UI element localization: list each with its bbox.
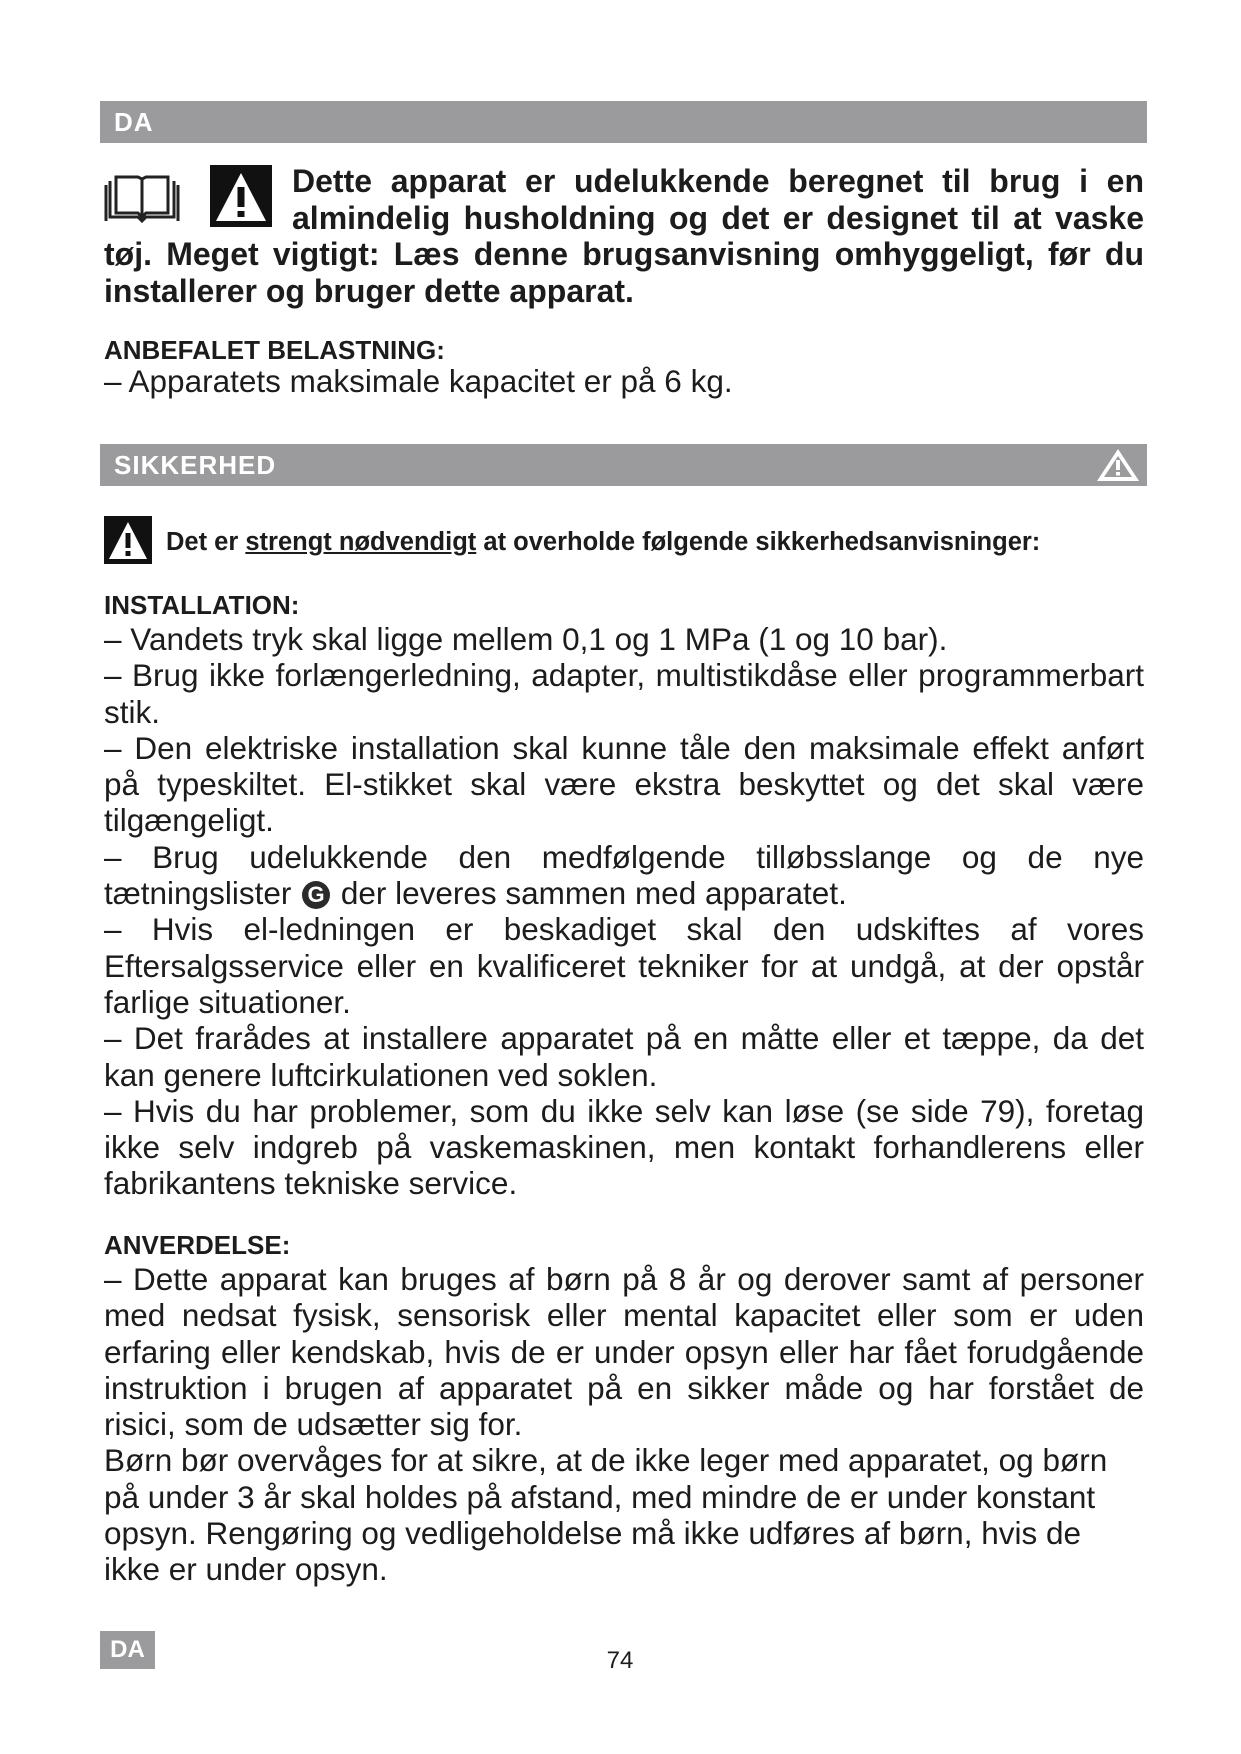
installation-item: – Den elektriske installation skal kunne tåle den maksimale effekt anført på typeskiltet. El-stikket skal være ekstra beskyttet og det skal være tilgængeligt. [104, 729, 1144, 839]
notice-suffix: at overholde følgende sikkerhedsanvisninger: [476, 528, 1041, 556]
load-text: – Apparatets maksimale kapacitet er på 6 kg. [104, 363, 733, 399]
installation-item: – Vandets tryk skal ligge mellem 0,1 og 1 MPa (1 og 10 bar). [104, 621, 948, 657]
installation-heading: INSTALLATION: [104, 590, 300, 620]
language-bar [100, 101, 1147, 143]
warning-icon [104, 516, 152, 564]
installation-item [104, 839, 1144, 912]
footer-language-tag: DA [100, 1631, 155, 1669]
book-icon [104, 173, 180, 225]
installation-item: – Det frarådes at installere apparatet på en måtte eller et tæppe, da det kan genere luftcirkulationen ved soklen. [104, 1020, 1144, 1093]
item-text: – Brug udelukkende den medfølgende tilløbsslange og de nye tætningslister [104, 838, 1144, 912]
installation-item: – Brug ikke forlængerledning, adapter, multistikdåse eller programmerbart stik. [104, 657, 1144, 730]
installation-list [104, 621, 1144, 1202]
part-label-badge: G [302, 881, 330, 909]
notice-emphasis: strengt nødvendigt [245, 528, 477, 556]
language-tag: DA [114, 107, 154, 137]
page-number: 74 [606, 1647, 634, 1674]
usage-section [104, 1261, 1144, 1588]
notice-prefix: Det er [166, 528, 246, 556]
safety-bar [100, 444, 1147, 486]
intro-notice [104, 163, 1144, 309]
safety-title: SIKKERHED [114, 450, 277, 480]
installation-item: – Hvis du har problemer, som du ikke selv kan løse (se side 79), foretag ikke selv indgreb på vaskemaskinen, men kontakt forhandlerens eller fabrikantens tekniske service. [104, 1092, 1144, 1202]
safety-notice [104, 516, 1144, 568]
load-section [104, 363, 1144, 399]
usage-heading: ANVERDELSE: [104, 1230, 291, 1260]
usage-paragraph: Børn bør overvåges for at sikre, at de ikke leger med apparatet, og børn på under 3 år skal holdes på afstand, med mindre de er under konstant opsyn. Rengøring og vedligeholdelse må ikke udføres af børn, hvis de ikke er under opsyn. [104, 1442, 1108, 1588]
item-text: der leveres sammen med apparatet. [332, 875, 847, 912]
warning-icon [1095, 447, 1141, 483]
load-heading: ANBEFALET BELASTNING: [104, 335, 445, 365]
warning-icon [210, 165, 272, 227]
installation-item: – Hvis el-ledningen er beskadiget skal den udskiftes af vores Eftersalgsservice eller en kvalificeret tekniker for at undgå, at der opstår farlige situationer. [104, 911, 1144, 1020]
intro-text: Dette apparat er udelukkende beregnet til brug i en almindelig husholdning og det er designet til at vaske tøj. Meget vigtigt: Læs denne brugsanvisning omhyggeligt, før du installerer og bruger dette apparat. [104, 163, 1144, 309]
usage-paragraph: – Dette apparat kan bruges af børn på 8 år og derover samt af personer med nedsat fysisk, sensorisk eller mental kapacitet eller som er uden erfaring eller kendskab, hvis de er under opsyn eller har fået forudgående instruktion i brugen af apparatet på en sikker måde og har forstået de risici, som de udsætter sig for. [104, 1261, 1144, 1443]
